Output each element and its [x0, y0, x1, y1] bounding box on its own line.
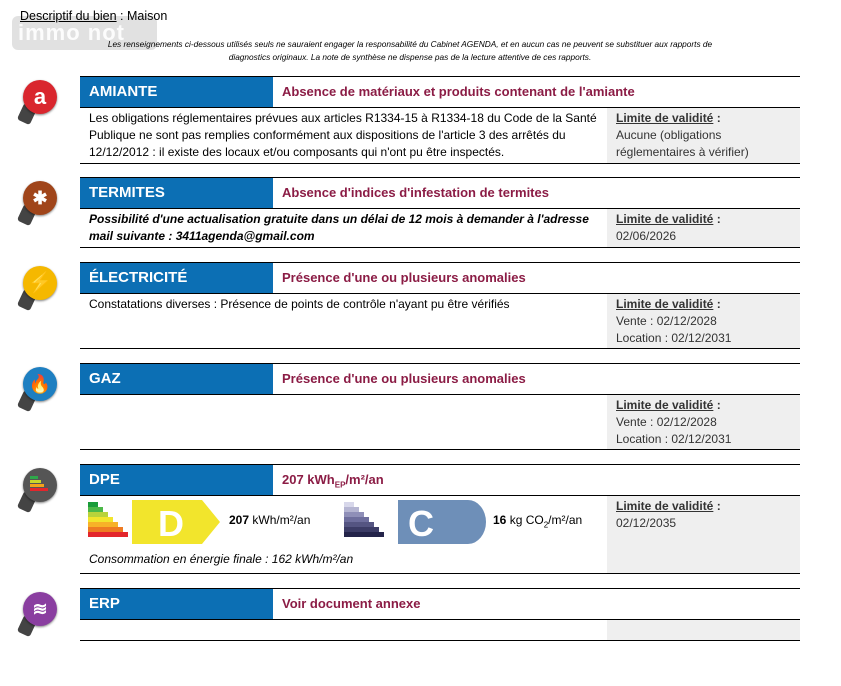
energy-class-badge: [132, 500, 220, 544]
amiante-header: [80, 76, 800, 108]
amiante-body: [80, 108, 800, 164]
dpe-header: [80, 464, 800, 496]
descriptif-label: Descriptif du bien: [20, 9, 117, 23]
termites-body: [80, 209, 800, 248]
termites-limit: Limite de validité : 02/06/2026: [607, 209, 800, 247]
gaz-status: Présence d'une ou plusieurs anomalies: [282, 371, 526, 386]
electricite-icon: ⚡: [18, 266, 62, 312]
erp-icon: ≋: [18, 592, 62, 638]
dpe-label: DPE: [80, 465, 273, 495]
energy-value: 207 kWh/m²/an: [229, 513, 311, 527]
electricite-status: Présence d'une ou plusieurs anomalies: [282, 270, 526, 285]
termites-label: TERMITES: [80, 178, 273, 208]
ges-class-badge: [398, 500, 486, 544]
amiante-limit-value: Aucune (obligations réglementaires à vérifier): [616, 128, 749, 159]
svg-text:C: C: [408, 503, 434, 544]
electricite-limit-location: Location : 02/12/2031: [616, 331, 732, 345]
dpe-limit-value: 02/12/2035: [616, 516, 677, 530]
erp-header: [80, 588, 800, 620]
termites-text: Possibilité d'une actualisation gratuite dans un délai de 12 mois à demander à l'adresse mail suivante : 3411agenda@gmail.com: [89, 212, 589, 243]
termites-icon: ✱: [18, 181, 62, 227]
ges-value: 16 kg $CO_2/m^2/an$: [493, 513, 583, 530]
gaz-header: [80, 363, 800, 395]
descriptif-value: Maison: [127, 9, 168, 23]
ges-scale-icon: [344, 502, 384, 540]
electricite-limit-vente: Vente : 02/12/2028: [616, 314, 717, 328]
erp-body: [80, 620, 800, 641]
dpe-body: [80, 496, 800, 574]
erp-status: Voir document annexe: [282, 596, 421, 611]
property-description: [20, 9, 167, 23]
energy-scale-icon: [88, 502, 128, 540]
termites-limit-value: 02/06/2026: [616, 229, 677, 243]
erp-label: ERP: [80, 589, 273, 619]
amiante-limit-label: Limite de validité: [616, 111, 714, 125]
electricite-limit-label: Limite de validité: [616, 297, 714, 311]
amiante-text: Les obligations réglementaires prévues aux articles R1334-15 à R1334-18 du Code de la Santé Publique ne sont pas remplies conformément aux dispositions de l'article 3 des arrêtés du 12/12/2012 : il existe des locaux et/ou composants qui n'ont pu être inspectés.: [89, 111, 597, 159]
gaz-limit: Limite de validité : Vente : 02/12/2028 Location : 02/12/2031: [607, 395, 800, 449]
watermark-logo: immo not: [12, 16, 157, 50]
electricite-label: ÉLECTRICITÉ: [80, 263, 273, 293]
erp-limit: [607, 620, 800, 640]
disclaimer: Les renseignements ci-dessous utilisés seuls ne sauraient engager la responsabilité du Cabinet AGENDA, et en aucun cas ne peuvent se substituer aux rapports de diagnostics originaux. La note de synthèse ne dispense pas de la lecture attentive de ces rapports.: [107, 39, 713, 62]
electricite-header: [80, 262, 800, 294]
termites-header: [80, 177, 800, 209]
dpe-limit-label: Limite de validité: [616, 499, 714, 513]
gaz-icon: 🔥: [18, 367, 62, 413]
dpe-status: 207 kWh$_{EP}$/m²/an: [282, 472, 384, 490]
dpe-icon: [18, 468, 62, 514]
gaz-limit-vente: Vente : 02/12/2028: [616, 415, 717, 429]
amiante-limit: Limite de validité : Aucune (obligations réglementaires à vérifier): [607, 108, 800, 163]
gaz-limit-location: Location : 02/12/2031: [616, 432, 732, 446]
amiante-label: AMIANTE: [80, 77, 273, 107]
electricite-limit: Limite de validité : Vente : 02/12/2028 Location : 02/12/2031: [607, 294, 800, 348]
amiante-status: Absence de matériaux et produits contenant de l'amiante: [282, 84, 635, 99]
descriptif-sep: :: [116, 9, 127, 23]
dpe-consumption: Consommation en énergie finale : 162 kWh/m²/an: [89, 552, 354, 566]
gaz-body: [80, 395, 800, 450]
electricite-text: Constatations diverses : Présence de points de contrôle n'ayant pu être vérifiés: [89, 297, 510, 311]
termites-limit-label: Limite de validité: [616, 212, 714, 226]
amiante-icon: a: [18, 80, 62, 126]
gaz-limit-label: Limite de validité: [616, 398, 714, 412]
dpe-limit: Limite de validité : 02/12/2035: [607, 496, 800, 573]
svg-text:D: D: [158, 503, 184, 544]
termites-status: Absence d'indices d'infestation de termites: [282, 185, 549, 200]
gaz-label: GAZ: [80, 364, 273, 394]
electricite-body: [80, 294, 800, 349]
